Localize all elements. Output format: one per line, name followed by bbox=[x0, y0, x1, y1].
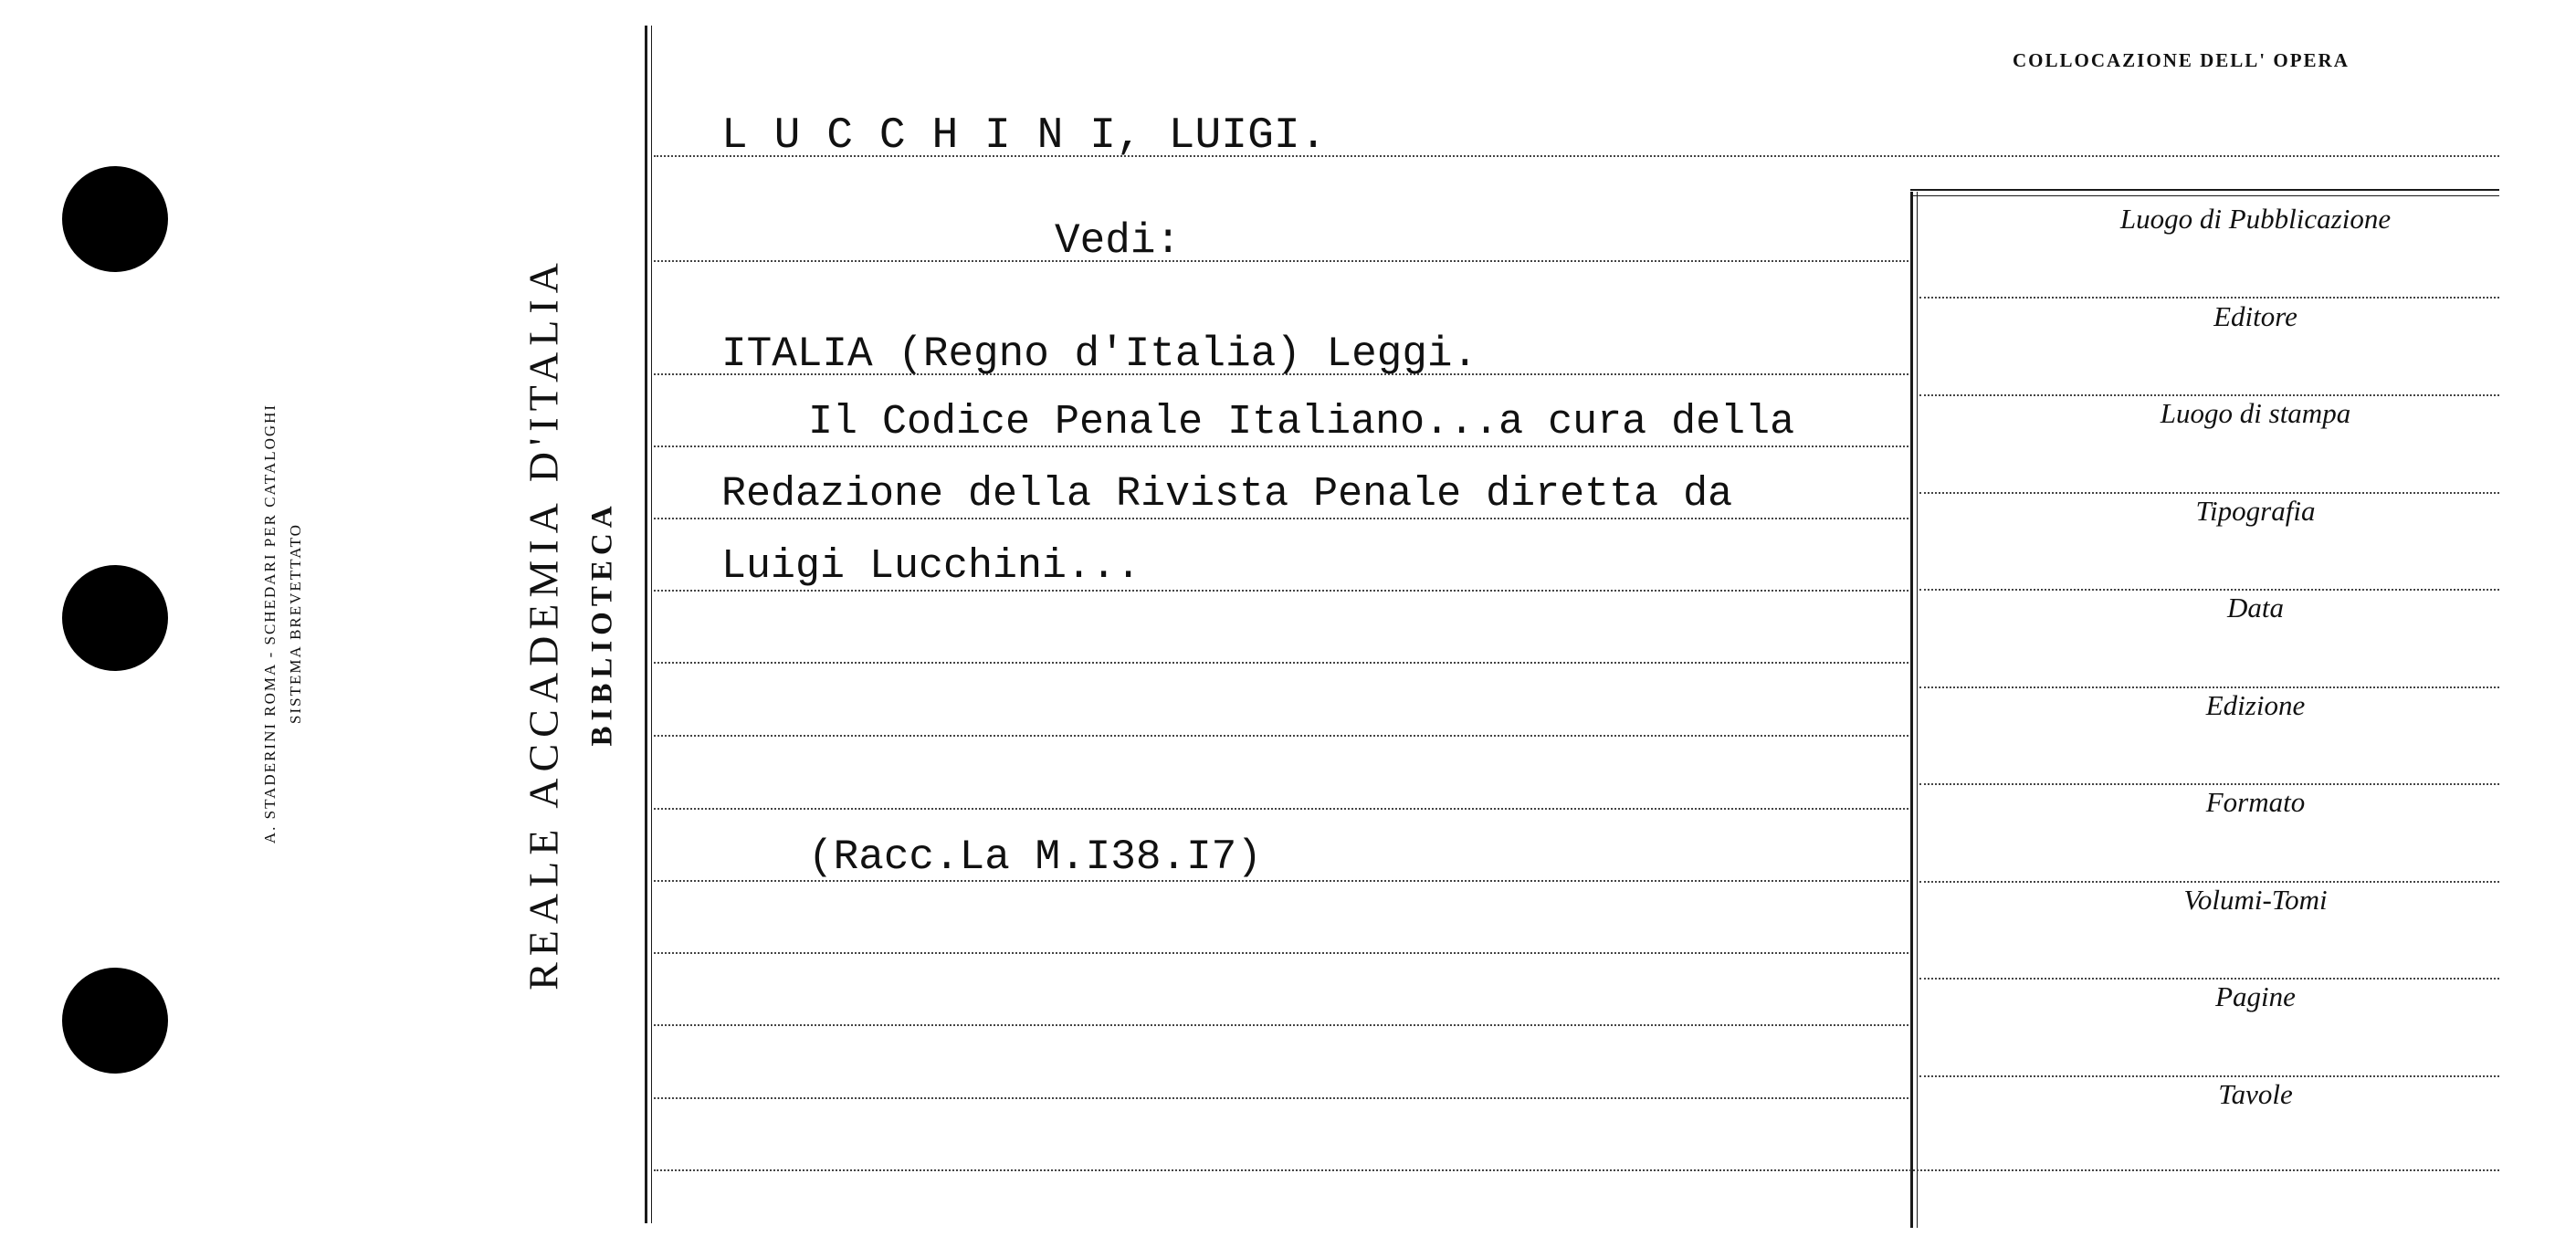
printer-credit-line2: SISTEMA BREVETTATO bbox=[287, 523, 304, 724]
author-heading: L U C C H I N I, LUIGI. bbox=[721, 111, 1327, 161]
see-reference: Vedi: bbox=[1055, 217, 1182, 265]
title-line-1: Il Codice Penale Italiano...a cura della bbox=[808, 399, 1795, 445]
field-label-publisher: Editore bbox=[2213, 300, 2297, 332]
writing-line bbox=[654, 952, 1908, 954]
writing-line bbox=[654, 1169, 2499, 1171]
punch-hole-top bbox=[62, 166, 168, 272]
institution-title: REALE ACCADEMIA D'ITALIA bbox=[520, 257, 567, 990]
writing-line bbox=[654, 260, 1908, 262]
library-title: BIBLIOTECA bbox=[585, 500, 619, 747]
shelf-column-top-rule bbox=[1910, 189, 2499, 191]
shelf-column-rule bbox=[1910, 192, 1913, 1228]
left-margin-rule bbox=[645, 26, 647, 1223]
field-label-pages: Pagine bbox=[2215, 980, 2296, 1012]
writing-line bbox=[654, 735, 1908, 737]
printer-credit-line1: A. STADERINI ROMA - SCHEDARI PER CATALOGHI bbox=[261, 403, 279, 844]
field-line bbox=[1919, 686, 2499, 688]
field-line bbox=[1919, 589, 2499, 591]
writing-line bbox=[654, 662, 1908, 664]
field-label-printer: Tipografia bbox=[2195, 495, 2316, 527]
shelf-location-header: COLLOCAZIONE DELL' OPERA bbox=[2013, 49, 2350, 71]
shelf-column-top-rule-inner bbox=[1910, 195, 2499, 196]
field-line bbox=[1919, 978, 2499, 980]
printer-credit bbox=[258, 403, 309, 844]
field-label-volumes: Volumi-Tomi bbox=[2183, 884, 2328, 916]
title-line-2: Redazione della Rivista Penale diretta da bbox=[721, 471, 1733, 518]
title-line-3: Luigi Lucchini... bbox=[721, 543, 1141, 590]
punch-hole-bottom bbox=[62, 968, 168, 1074]
field-label-format: Formato bbox=[2205, 786, 2306, 818]
left-margin-rule-inner bbox=[651, 26, 652, 1223]
call-number: (Racc.La M.I38.I7) bbox=[808, 833, 1262, 881]
writing-line bbox=[654, 808, 1908, 810]
field-line bbox=[1919, 783, 2499, 785]
subject-heading: ITALIA (Regno d'Italia) Leggi. bbox=[721, 330, 1478, 378]
writing-line bbox=[654, 445, 1908, 447]
field-label-plates: Tavole bbox=[2218, 1078, 2293, 1110]
field-line bbox=[1919, 881, 2499, 883]
writing-line bbox=[654, 1097, 1908, 1099]
field-label-date: Data bbox=[2227, 592, 2284, 624]
field-line bbox=[1919, 297, 2499, 299]
writing-line bbox=[654, 518, 1908, 519]
writing-line bbox=[654, 1024, 1908, 1026]
field-line bbox=[1919, 1075, 2499, 1077]
field-line bbox=[1919, 492, 2499, 494]
field-line bbox=[1919, 394, 2499, 396]
field-label-edition: Edizione bbox=[2205, 689, 2306, 721]
field-label-place-of-publication: Luogo di Pubblicazione bbox=[2119, 203, 2392, 235]
writing-line bbox=[654, 590, 1908, 592]
punch-hole-middle bbox=[62, 565, 168, 671]
field-label-place-of-printing: Luogo di stampa bbox=[2160, 397, 2351, 429]
